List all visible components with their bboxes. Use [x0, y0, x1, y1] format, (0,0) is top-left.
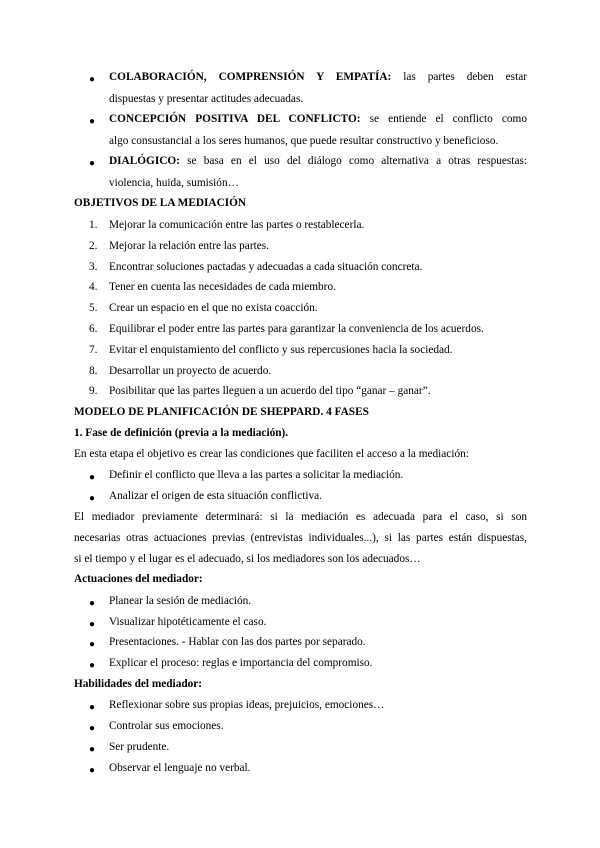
list-item: Visualizar hipotéticamente el caso.	[109, 616, 267, 628]
principle-continuation: algo consustancial a los seres humanos, que puede resultar constructivo y beneficioso.	[109, 135, 499, 147]
principle-line: COLABORACIÓN, COMPRENSIÓN Y EMPATÍA: las partes deben estar	[109, 71, 527, 83]
bullet-icon: ●	[89, 765, 96, 776]
bullet-icon: ●	[89, 619, 96, 630]
list-item: Definir el conflicto que lleva a las partes a solicitar la mediación.	[109, 469, 404, 481]
list-number: 4.	[89, 281, 98, 293]
bullet-icon: ●	[89, 723, 96, 734]
list-item: Crear un espacio en el que no exista coacción.	[109, 302, 318, 314]
habilidades-heading: Habilidades del mediador:	[74, 678, 203, 690]
list-number: 5.	[89, 302, 98, 314]
list-item: Presentaciones. - Hablar con las dos partes por separado.	[109, 636, 366, 648]
bullet-icon: ●	[89, 158, 96, 169]
list-item: Posibilitar que las partes lleguen a un acuerdo del tipo “ganar – ganar”.	[109, 385, 431, 397]
bullet-icon: ●	[89, 702, 96, 713]
principle-continuation: dispuestas y presentar actitudes adecuadas.	[109, 93, 304, 105]
bullet-icon: ●	[89, 639, 96, 650]
bullet-icon: ●	[89, 660, 96, 671]
fase-intro: En esta etapa el objetivo es crear las condiciones que faciliten el acceso a la mediación:	[74, 448, 469, 460]
list-item: Desarrollar un proyecto de acuerdo.	[109, 365, 272, 377]
bullet-icon: ●	[89, 116, 96, 127]
list-item: Reflexionar sobre sus propias ideas, prejuicios, emociones…	[109, 699, 385, 711]
actuaciones-heading: Actuaciones del mediador:	[74, 573, 203, 585]
list-item: Observar el lenguaje no verbal.	[109, 762, 251, 774]
list-number: 7.	[89, 344, 98, 356]
list-item: Evitar el enquistamiento del conflicto y sus repercusiones hacia la sociedad.	[109, 344, 453, 356]
bullet-icon: ●	[89, 493, 96, 504]
list-item: Mejorar la comunicación entre las partes o restablecerla.	[109, 219, 365, 231]
objetivos-heading: OBJETIVOS DE LA MEDIACIÓN	[74, 197, 247, 209]
list-number: 1.	[89, 219, 98, 231]
principle-continuation: violencia, huida, sumisión…	[109, 177, 239, 189]
paragraph-line: necesarias otras actuaciones previas (entrevistas individuales...), si las partes están dispuestas,	[74, 532, 527, 544]
bullet-icon: ●	[89, 744, 96, 755]
list-number: 9.	[89, 385, 98, 397]
list-item: Analizar el origen de esta situación conflictiva.	[109, 490, 322, 502]
principle-line: DIALÓGICO: se basa en el uso del diálogo como alternativa a otras respuestas:	[109, 155, 527, 167]
modelo-heading: MODELO DE PLANIFICACIÓN DE SHEPPARD. 4 FASES	[74, 406, 369, 418]
list-number: 3.	[89, 261, 98, 273]
list-item: Controlar sus emociones.	[109, 720, 224, 732]
list-item: Ser prudente.	[109, 741, 170, 753]
paragraph-line: El mediador previamente determinará: si la mediación es adecuada para el caso, si son	[74, 511, 527, 523]
principle-line: CONCEPCIÓN POSITIVA DEL CONFLICTO: se entiende el conflicto como	[109, 113, 527, 125]
list-item: Tener en cuenta las necesidades de cada miembro.	[109, 281, 336, 293]
list-number: 6.	[89, 323, 98, 335]
list-item: Encontrar soluciones pactadas y adecuadas a cada situación concreta.	[109, 261, 423, 273]
paragraph-line: si el tiempo y el lugar es el adecuado, si los mediadores son los adecuados…	[74, 553, 421, 565]
bullet-icon: ●	[89, 598, 96, 609]
list-number: 8.	[89, 365, 98, 377]
list-item: Explicar el proceso: reglas e importancia del compromiso.	[109, 657, 373, 669]
list-item: Mejorar la relación entre las partes.	[109, 240, 269, 252]
list-item: Planear la sesión de mediación.	[109, 595, 252, 607]
bullet-icon: ●	[89, 74, 96, 85]
fase-title: 1. Fase de definición (previa a la mediación).	[74, 427, 289, 439]
list-number: 2.	[89, 240, 98, 252]
list-item: Equilibrar el poder entre las partes para garantizar la conveniencia de los acuerdos.	[109, 323, 484, 335]
bullet-icon: ●	[89, 472, 96, 483]
